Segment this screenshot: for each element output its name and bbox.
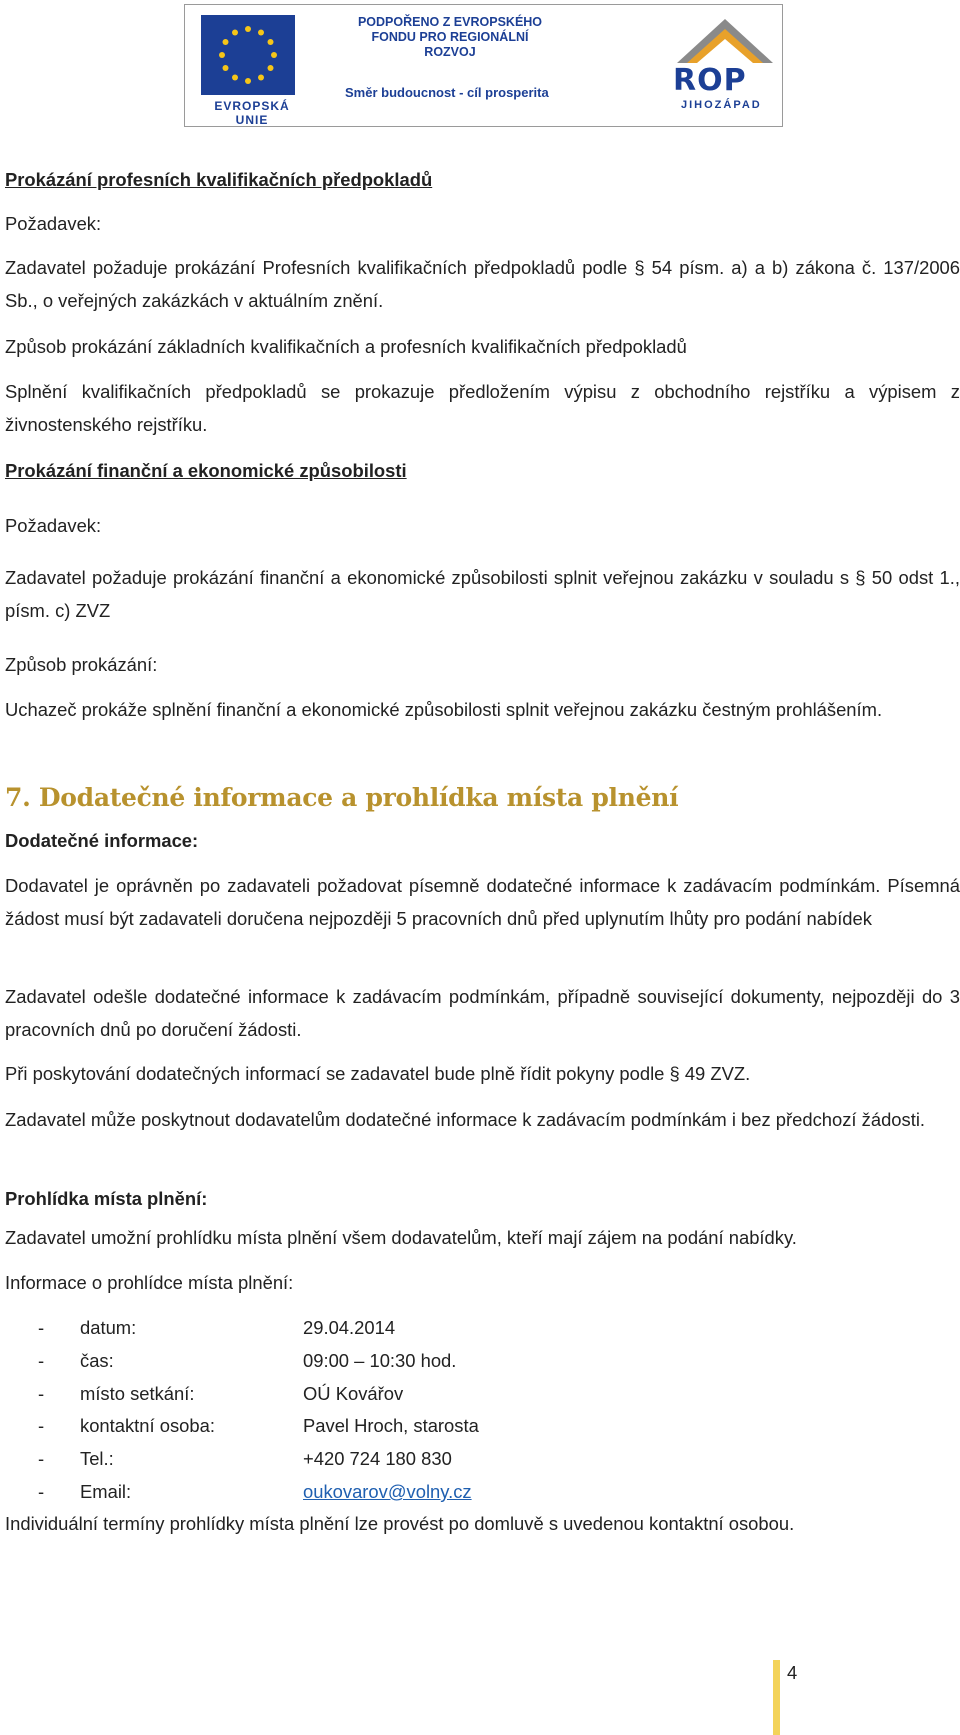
paragraph-additional-info-request: Dodavatel je oprávněn po zadavateli požadovat písemně dodatečné informace k zadávacím podmínkám. Písemná žádost musí být zadavateli doručena nejpozději 5 pracovních dnů před uplynutím lhůty pro podání nabídek xyxy=(5,875,960,929)
detail-key: čas: xyxy=(80,1350,114,1371)
motto-text: Směr budoucnost - cíl prosperita xyxy=(345,85,549,100)
detail-time xyxy=(38,1350,457,1372)
section-number: 7. xyxy=(5,783,31,812)
detail-value: 09:00 – 10:30 hod. xyxy=(303,1350,457,1371)
paragraph-site-visit: Zadavatel umožní prohlídku místa plnění všem dodavatelům, kteří mají zájem na podání nabídky. xyxy=(5,1227,797,1248)
detail-value: +420 724 180 830 xyxy=(303,1448,452,1469)
detail-key: Tel.: xyxy=(80,1448,114,1469)
list-dash: - xyxy=(38,1415,45,1436)
detail-key: kontaktní osoba: xyxy=(80,1415,215,1436)
proof-label: Způsob prokázání: xyxy=(5,654,158,675)
paragraph-financial-proof: Uchazeč prokáže splnění finanční a ekonomické způsobilosti splnit veřejnou zakázku čestným prohlášením. xyxy=(5,699,883,720)
detail-phone xyxy=(38,1448,452,1470)
section-7-heading xyxy=(5,783,678,812)
site-visit-info-label: Informace o prohlídce místa plnění: xyxy=(5,1272,294,1293)
list-dash: - xyxy=(38,1383,45,1404)
paragraph-section-49: Při poskytování dodatečných informací se zadavatel bude plně řídit pokyny podle § 49 ZVZ. xyxy=(5,1063,751,1084)
detail-key: místo setkání: xyxy=(80,1383,195,1404)
paragraph-proof-method: Splnění kvalifikačních předpokladů se prokazuje předložením výpisu z obchodního rejstříku a výpisem z živnostenského rejstříku. xyxy=(5,381,960,435)
heading-financial-capability: Prokázání finanční a ekonomické způsobilosti xyxy=(5,460,407,481)
list-dash: - xyxy=(38,1350,45,1371)
subheading-site-visit: Prohlídka místa plnění: xyxy=(5,1188,208,1209)
eu-flag-icon xyxy=(201,15,295,95)
paragraph-additional-info-response: Zadavatel odešle dodatečné informace k zadávacím podmínkám, případně související dokumenty, nejpozději do 3 pracovních dnů po doručení žádosti. xyxy=(5,986,960,1040)
detail-value: 29.04.2014 xyxy=(303,1317,396,1338)
detail-date xyxy=(38,1317,396,1339)
paragraph-financial-requirement: Zadavatel požaduje prokázání finanční a ekonomické způsobilosti splnit veřejnou zakázku v souladu s § 50 odst 1., písm. c) ZVZ xyxy=(5,567,960,621)
rop-logo-word: ROP xyxy=(673,63,747,98)
paragraph-professional-requirement: Zadavatel požaduje prokázání Profesních kvalifikačních předpokladů podle § 54 písm. a) a b) zákona č. 137/2006 Sb., o veřejných zakázkách v aktuálním znění. xyxy=(5,257,960,311)
rop-logo-sub: JIHOZÁPAD xyxy=(681,99,762,111)
list-dash: - xyxy=(38,1448,45,1469)
funding-logo-banner xyxy=(184,4,783,127)
email-link[interactable]: oukovarov@volny.cz xyxy=(303,1481,472,1502)
fund-text: PODPOŘENO Z EVROPSKÉHO FONDU PRO REGIONÁLNÍ ROZVOJ xyxy=(357,15,543,59)
detail-value: Pavel Hroch, starosta xyxy=(303,1415,479,1436)
detail-meeting-place xyxy=(38,1383,404,1405)
paragraph-individual-visits: Individuální termíny prohlídky místa plnění lze provést po domluvě s uvedenou kontaktní osobou. xyxy=(5,1513,795,1534)
subheading-additional-info: Dodatečné informace: xyxy=(5,830,199,851)
proof-method-heading: Způsob prokázání základních kvalifikačních a profesních kvalifikačních předpokladů xyxy=(5,336,687,357)
requirement-label-2: Požadavek: xyxy=(5,515,102,536)
heading-professional-qualification: Prokázání profesních kvalifikačních předpokladů xyxy=(5,169,433,190)
detail-email xyxy=(38,1481,472,1503)
page-number-bar xyxy=(773,1660,780,1735)
list-dash: - xyxy=(38,1317,45,1338)
detail-contact-person xyxy=(38,1415,479,1437)
section-title: Dodatečné informace a prohlídka místa plnění xyxy=(38,783,679,812)
list-dash: - xyxy=(38,1481,45,1502)
detail-key: datum: xyxy=(80,1317,137,1338)
page-number: 4 xyxy=(787,1662,798,1683)
paragraph-unsolicited-info: Zadavatel může poskytnout dodavatelům dodatečné informace k zadávacím podmínkám i bez předchozí žádosti. xyxy=(5,1109,926,1130)
detail-value: OÚ Kovářov xyxy=(303,1383,404,1404)
rop-roof-icon xyxy=(673,13,777,65)
detail-key: Email: xyxy=(80,1481,132,1502)
requirement-label-1: Požadavek: xyxy=(5,213,102,234)
eu-label: EVROPSKÁ UNIE xyxy=(214,99,290,127)
